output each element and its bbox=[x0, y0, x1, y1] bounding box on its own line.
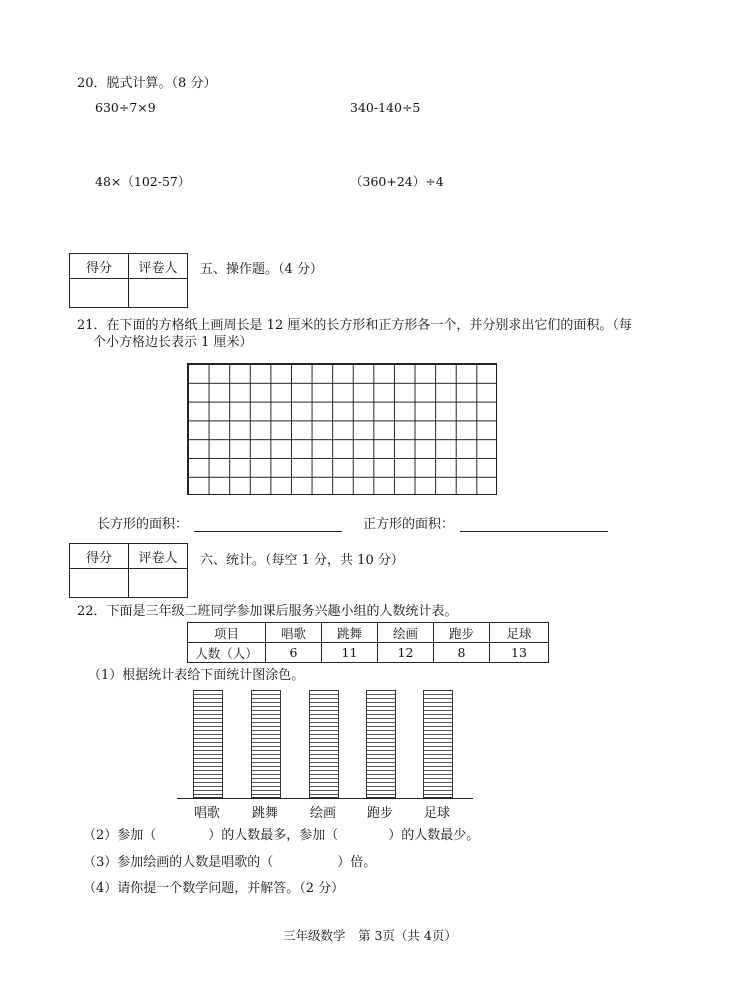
chart-category-label: 跑步 bbox=[367, 806, 394, 821]
q22-sub2-a: （2）参加（ bbox=[83, 828, 157, 843]
section5-title: 五、操作题。（4 分） bbox=[200, 262, 323, 277]
q20-problem-2: 340-140÷5 bbox=[350, 100, 421, 115]
score-cell[interactable] bbox=[70, 569, 129, 598]
q22-sub1: （1）根据统计表给下面统计图涂色。 bbox=[88, 668, 305, 683]
chart-bar[interactable] bbox=[251, 690, 281, 798]
chart-bar[interactable] bbox=[423, 690, 453, 798]
q22-sub3-a: （3）参加绘画的人数是唱歌的（ bbox=[83, 855, 274, 870]
grid-paper[interactable] bbox=[187, 363, 497, 495]
chart-bar[interactable] bbox=[309, 690, 339, 798]
q22-sub2-b: ）的人数最多，参加（ bbox=[208, 828, 339, 843]
page-footer: 三年级数学 第 3页（共 4页） bbox=[283, 928, 457, 943]
square-area-answer-line[interactable] bbox=[460, 531, 608, 532]
rect-area-label: 长方形的面积： bbox=[97, 517, 189, 532]
table-item: 跑步 bbox=[434, 623, 490, 643]
score-box-2 bbox=[69, 543, 188, 598]
q20-title: 20．脱式计算。（8 分） bbox=[77, 76, 217, 91]
q22-sub4: （4）请你提一个数学问题，并解答。（2 分） bbox=[83, 881, 345, 896]
table-header-label: 项目 bbox=[188, 623, 266, 643]
chart-bar[interactable] bbox=[193, 690, 223, 798]
q20-problem-4: （360+24）÷4 bbox=[350, 174, 444, 189]
score-cell[interactable] bbox=[70, 279, 129, 308]
grader-label: 评卷人 bbox=[129, 544, 188, 569]
table-count: 12 bbox=[378, 643, 434, 663]
score-label: 得分 bbox=[70, 254, 129, 279]
q22-sub2-c: ）的人数最少。 bbox=[388, 828, 480, 843]
stats-table bbox=[187, 622, 549, 663]
chart-category-label: 跳舞 bbox=[252, 806, 279, 821]
table-count: 8 bbox=[434, 643, 490, 663]
q20-problem-3: 48×（102-57） bbox=[95, 174, 191, 189]
table-item: 唱歌 bbox=[266, 623, 322, 643]
grader-cell[interactable] bbox=[129, 569, 188, 598]
table-item: 足球 bbox=[490, 623, 549, 643]
chart-category-label: 唱歌 bbox=[194, 806, 221, 821]
q22-intro: 22．下面是三年级二班同学参加课后服务兴趣小组的人数统计表。 bbox=[77, 604, 458, 619]
chart-category-label: 绘画 bbox=[310, 806, 337, 821]
q22-sub2 bbox=[83, 828, 479, 844]
chart-category-label: 足球 bbox=[424, 806, 451, 821]
section6-title: 六、统计。（每空 1 分，共 10 分） bbox=[200, 553, 404, 568]
table-count: 11 bbox=[322, 643, 378, 663]
score-box-1 bbox=[69, 253, 188, 308]
score-label: 得分 bbox=[70, 544, 129, 569]
table-item: 跳舞 bbox=[322, 623, 378, 643]
q21-line1: 21．在下面的方格纸上画周长是 12 厘米的长方形和正方形各一个，并分别求出它们的面积。（每 bbox=[77, 318, 632, 333]
table-count: 6 bbox=[266, 643, 322, 663]
grader-cell[interactable] bbox=[129, 279, 188, 308]
q22-sub3 bbox=[83, 855, 376, 871]
q21-line2: 个小方格边长表示 1 厘米） bbox=[93, 335, 253, 350]
table-row-label: 人数（人） bbox=[188, 643, 266, 663]
rect-area-answer-line[interactable] bbox=[194, 531, 342, 532]
q20-problem-1: 630÷7×9 bbox=[95, 100, 156, 115]
table-count: 13 bbox=[490, 643, 549, 663]
chart-baseline bbox=[177, 798, 473, 799]
square-area-label: 正方形的面积： bbox=[363, 517, 455, 532]
chart-bar[interactable] bbox=[366, 690, 396, 798]
grader-label: 评卷人 bbox=[129, 254, 188, 279]
q22-sub3-b: ）倍。 bbox=[337, 855, 377, 870]
table-item: 绘画 bbox=[378, 623, 434, 643]
